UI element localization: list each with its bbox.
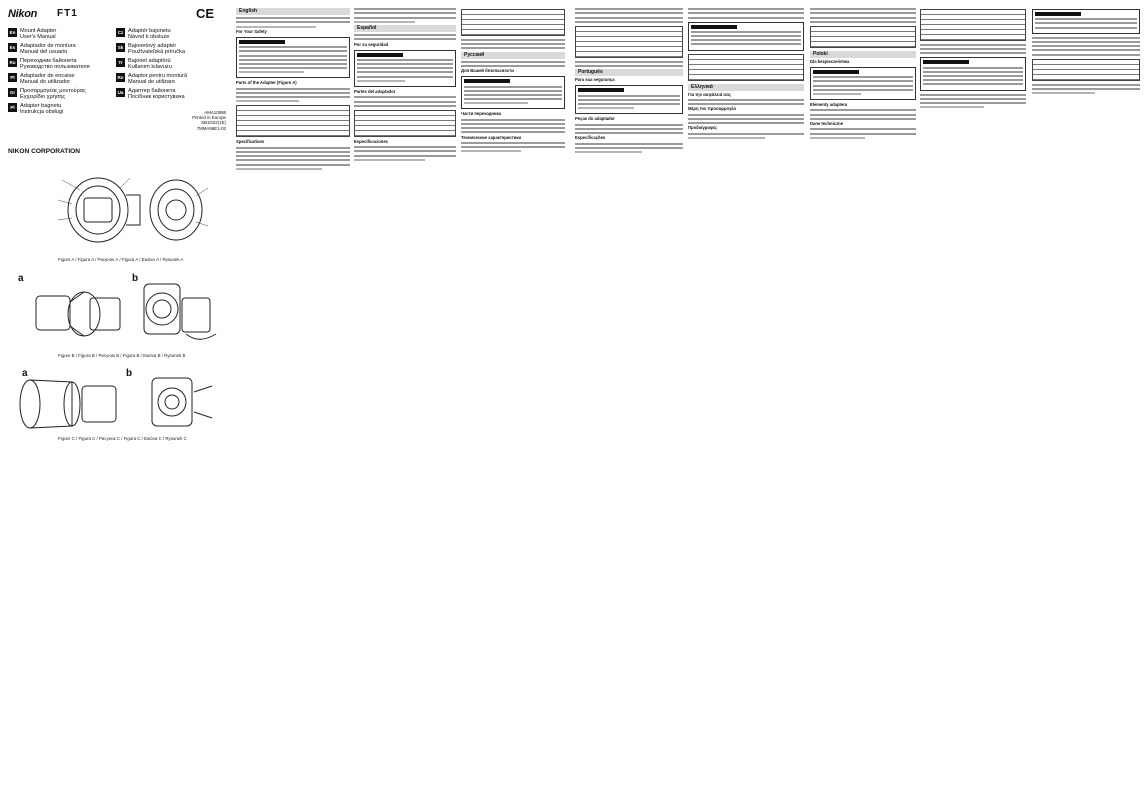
code-line: Printed in Europe — [192, 115, 226, 121]
lang-sub: Посібник користувача — [128, 94, 185, 101]
lang-code: Ua — [117, 90, 124, 95]
column-greek — [688, 6, 804, 806]
figure-c-label-a: a — [22, 368, 28, 379]
figure-c-caption: Figure C / Figura C / Рисунок C / Figura C / Εικόνα C / Rysunek C — [58, 436, 187, 441]
section-heading: Para sua segurança — [575, 77, 615, 83]
code-line: SB1G02(1E) — [201, 120, 226, 126]
lang-sub: Manual do utilizador — [20, 79, 71, 86]
lang-title: Προσαρμογέας μοντούρας — [20, 88, 86, 94]
lang-title: Adaptér bajonetu — [128, 28, 171, 34]
lang-sub: User's Manual — [20, 34, 56, 41]
section-header: Español — [354, 25, 456, 32]
section-heading: Για την ασφάλειά σας — [688, 91, 732, 97]
nikon-logo: Nikon — [8, 8, 38, 20]
lang-code: En — [9, 30, 16, 35]
lang-sub: Manual de utilizare — [128, 79, 175, 86]
compat-table — [688, 54, 804, 81]
lang-title: Adapter bagnetu — [20, 103, 62, 109]
lang-sub: Manual del usuario — [20, 49, 68, 56]
lang-item-pl — [8, 103, 112, 115]
compat-table — [920, 9, 1026, 41]
section-heading: Parts of the Adapter (Figure A) — [236, 80, 297, 86]
lang-item-en — [8, 28, 112, 40]
lang-code: Sk — [117, 45, 124, 50]
section-heading: Технические характеристики — [461, 134, 522, 140]
lang-sub: Руководство пользователя — [20, 64, 90, 71]
lang-title: Адаптер байонета — [128, 88, 176, 94]
print-codes — [190, 110, 226, 131]
code-line: AMA10598 — [204, 110, 226, 115]
lang-title: Bajonet adaptörü — [128, 58, 171, 64]
column-continued-b — [1032, 6, 1140, 806]
lang-item-gr — [8, 88, 112, 100]
lang-code: Pl — [8, 103, 17, 112]
column-russian — [461, 6, 565, 806]
figure-b-mount-illustration — [26, 276, 226, 346]
lang-code: Ro — [117, 75, 124, 80]
lang-sub: Používateľská príručka — [128, 49, 185, 56]
lang-title: Adaptador de encaixe — [20, 73, 75, 79]
compat-table — [1032, 59, 1140, 81]
compat-table — [354, 110, 456, 137]
lang-title: Adaptador de montura — [20, 43, 76, 49]
code-line: 7MMA96E1-02 — [196, 125, 226, 131]
section-heading: Elementy adaptera — [810, 102, 848, 108]
section-heading: Части переходника — [461, 111, 501, 117]
section-header: Русский — [461, 52, 565, 59]
figure-a-adapter-illustration — [40, 170, 220, 250]
warning-box — [236, 37, 350, 79]
warning-box — [461, 76, 565, 109]
column-portuguese — [575, 6, 683, 806]
section-header: English — [236, 8, 350, 15]
figure-c-lens-illustration — [12, 372, 226, 432]
lang-item-tr — [116, 58, 220, 70]
section-heading: Для Вашей безопасности — [461, 68, 514, 74]
figure-c-label-b: b — [126, 368, 133, 379]
lang-sub: Kullanım kılavuzu — [128, 64, 172, 71]
section-heading: Προδιαγραφές — [688, 125, 718, 131]
compat-table — [461, 9, 565, 36]
section-heading: Μέρη του προσαρμογέα — [688, 106, 736, 112]
lang-title: Переходник байонета — [20, 58, 77, 64]
column-polish — [810, 6, 916, 806]
section-heading: Dane techniczne — [810, 121, 844, 127]
column-spanish — [354, 6, 456, 806]
lang-code: Pt — [8, 73, 17, 82]
section-heading: Por su seguridad — [354, 41, 389, 47]
warning-box — [575, 85, 683, 114]
section-heading: For Your Safety — [236, 28, 267, 34]
compat-table — [575, 26, 683, 58]
lang-item-es — [8, 43, 112, 55]
warning-box — [354, 50, 456, 87]
model-name: FT1 — [57, 8, 78, 19]
warning-box — [1032, 9, 1140, 34]
lang-sub: Instrukcja obsługi — [20, 109, 64, 116]
lang-code: Tr — [116, 58, 125, 67]
figure-b-label-a: a — [18, 273, 24, 284]
section-header: Polski — [810, 51, 916, 58]
figure-b-label-b: b — [132, 273, 139, 284]
lang-code: Ru — [9, 60, 16, 65]
section-heading: Specifications — [236, 139, 265, 145]
section-header: Ελληνικά — [688, 84, 804, 91]
compat-table — [810, 26, 916, 48]
lang-item-ro — [116, 73, 220, 85]
section-heading: Partes del adaptador — [354, 89, 396, 95]
lang-code: Cz — [117, 30, 124, 35]
warning-box — [920, 57, 1026, 90]
warning-box — [688, 22, 804, 51]
warning-box — [810, 67, 916, 100]
lang-item-ru — [8, 58, 112, 70]
lang-sub: Εγχειρίδιο χρήσης — [20, 94, 66, 101]
lang-item-pt — [8, 73, 112, 85]
compat-table — [236, 105, 350, 137]
lang-title: Adaptor pentru montură — [128, 73, 188, 79]
section-heading: Dla bezpieczeństwa — [810, 58, 850, 64]
figure-a-caption: Figure A / Figura A / Рисунок А / Figura A / Εικόνα A / Rysunek A — [58, 257, 184, 262]
lang-item-cz — [116, 28, 220, 40]
figure-b-caption: Figure B / Figura B / Рисунок B / Figura B / Εικόνα B / Rysunek B — [58, 353, 186, 358]
lang-sub: Návod k obsluze — [128, 34, 170, 41]
lang-code: Es — [9, 45, 16, 50]
column-continued-a — [920, 6, 1026, 806]
section-heading: Especificações — [575, 135, 606, 141]
lang-item-sk — [116, 43, 220, 55]
column-english — [236, 6, 350, 806]
lang-title: Bajonetový adaptér — [128, 43, 177, 49]
lang-code: Gr — [9, 90, 16, 95]
section-heading: Especificaciones — [354, 138, 388, 144]
section-header: Português — [575, 69, 683, 76]
lang-item-ua — [116, 88, 220, 100]
lang-title: Mount Adapter — [20, 28, 57, 34]
section-heading: Peças do adaptador — [575, 116, 615, 122]
ce-mark: CE — [196, 6, 215, 21]
corporation-name: NIKON CORPORATION — [8, 148, 81, 155]
